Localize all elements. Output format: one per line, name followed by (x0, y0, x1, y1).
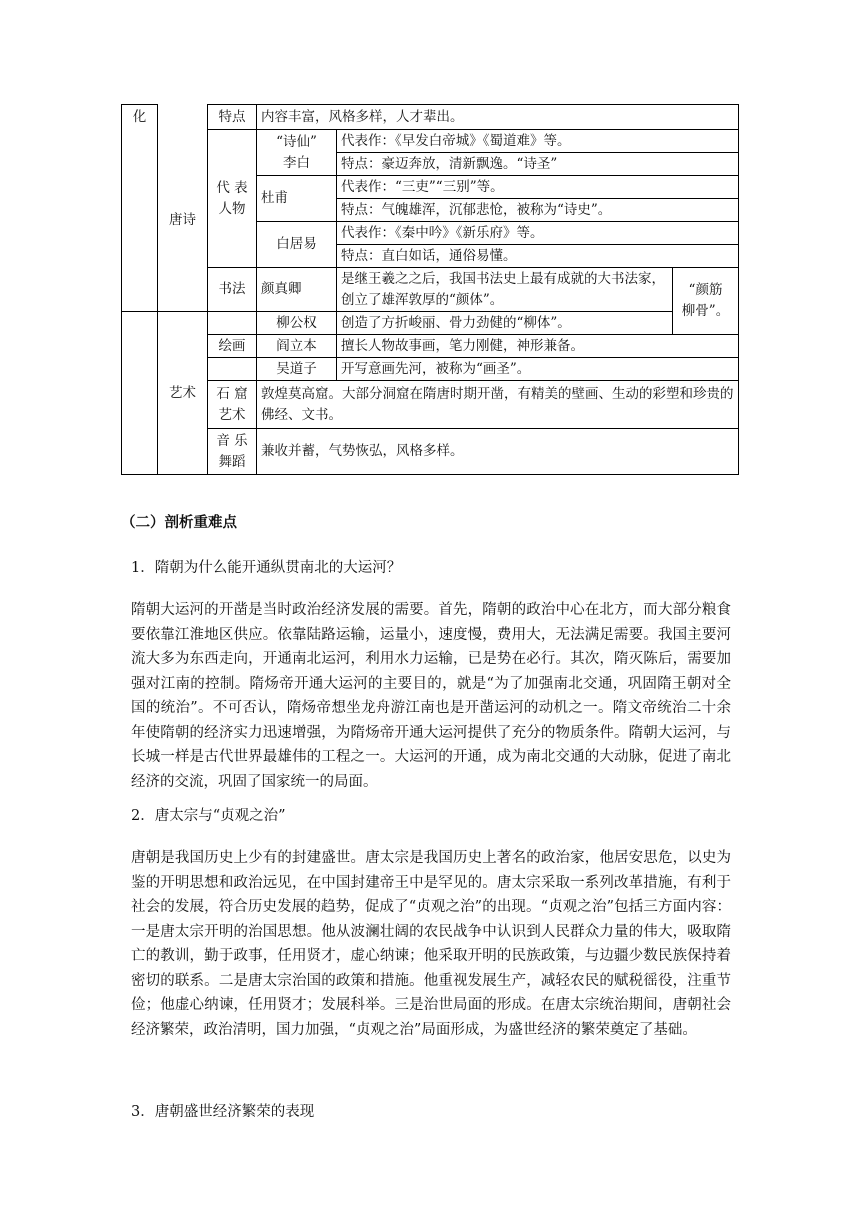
question-2-body: 唐朝是我国历史上少有的封建盛世。唐太宗是我国历史上著名的政治家，他居安思危，以史为鉴的开明思想和政治远见，在中国封建帝王中是罕见的。唐太宗采取一系列改革措施，有利于社会的发展，符合历史发展的趋势，促成了“贞观之治”的出现。“贞观之治”包括三方面内容：一是唐太宗开明的治国思想。他从波澜壮阔的农民战争中认识到人民群众力量的伟大，吸取隋亡的教训，勤于政事，任用贤才，虚心纳谏；他采取开明的民族政策，与边疆少数民族保持着密切的联系。二是唐太宗治国的政策和措施。他重视发展生产，减轻农民的赋税徭役，注重节俭；他虚心纳谏，任用贤才；发展科举。三是治世局面的形成。在唐太宗统治期间，唐朝社会经济繁荣，政治清明，国力加强，“贞观之治”局面形成，为盛世经济的繁荣奠定了基础。 (131, 850, 731, 1038)
section-heading: （二）剖析重难点 (121, 514, 237, 531)
baijuyi-works: 代表作：《秦中吟》《新乐府》等。 (337, 222, 739, 245)
wudaozi-name: 吴道子 (257, 358, 337, 381)
shufa-label: 书法 (208, 268, 257, 312)
yanzhenqing-name: 颜真卿 (257, 268, 337, 312)
representative-label: 代 表 人物 (208, 130, 257, 268)
empty-cell (208, 358, 257, 381)
category-cell: 化 (122, 105, 158, 312)
libai-name: “诗仙” 李白 (257, 130, 337, 176)
huihua-label: 绘画 (208, 335, 257, 358)
liugongquan-desc: 创造了方折峻丽、骨力劲健的“柳体”。 (337, 312, 673, 335)
feature-label: 特点 (208, 105, 257, 130)
empty-cell (208, 312, 257, 335)
dufu-name: 杜甫 (257, 176, 337, 222)
libai-works: 代表作：《早发白帝城》《蜀道难》等。 (337, 130, 739, 153)
baijuyi-trait: 特点：直白如话，通俗易懂。 (337, 245, 739, 268)
yinyue-desc: 兼收并蓄，气势恢弘，风格多样。 (257, 429, 739, 475)
empty-cell (158, 105, 208, 130)
wudaozi-desc: 开写意画先河，被称为“画圣”。 (337, 358, 739, 381)
art-label: 艺术 (158, 312, 208, 475)
dufu-works: 代表作：“三吏”“三别”等。 (337, 176, 739, 199)
libai-trait: 特点：豪迈奔放，清新飘逸。“诗圣” (337, 153, 739, 176)
yanliben-name: 阎立本 (257, 335, 337, 358)
shiku-label: 石 窟 艺术 (208, 381, 257, 429)
yanjin-liugu-note: “颜筋 柳骨”。 (673, 268, 739, 335)
category-cell-lower (122, 312, 158, 475)
yanliben-desc: 擅长人物故事画，笔力刚健，神形兼备。 (337, 335, 739, 358)
dufu-trait: 特点：气魄雄浑，沉郁悲怆，被称为“诗史”。 (337, 199, 739, 222)
tang-poetry-label: 唐诗 (158, 130, 208, 312)
question-2-title: 2．唐太宗与“贞观之治” (131, 808, 286, 824)
shiku-desc: 敦煌莫高窟。大部分洞窟在隋唐时期开凿，有精美的壁画、生动的彩塑和珍贵的佛经、文书。 (257, 381, 739, 429)
liugongquan-name: 柳公权 (257, 312, 337, 335)
baijuyi-name: 白居易 (257, 222, 337, 268)
feature-content: 内容丰富，风格多样，人才辈出。 (257, 105, 739, 130)
question-1-title: 1．隋朝为什么能开通纵贯南北的大运河？ (131, 560, 402, 576)
question-3-title: 3．唐朝盛世经济繁荣的表现 (131, 1104, 315, 1120)
yanzhenqing-desc: 是继王羲之之后，我国书法史上最有成就的大书法家，创立了雄浑敦厚的“颜体”。 (337, 268, 673, 312)
tang-culture-table (121, 104, 739, 475)
yinyue-label: 音 乐 舞蹈 (208, 429, 257, 475)
question-1-body: 隋朝大运河的开凿是当时政治经济发展的需要。首先，隋朝的政治中心在北方，而大部分粮食要依靠江淮地区供应。依靠陆路运输，运量小，速度慢，费用大，无法满足需要。我国主要河流大多为东西走向，开通南北运河，利用水力运输，已是势在必行。其次，隋灭陈后，需要加强对江南的控制。隋炀帝开通大运河的主要目的，就是“为了加强南北交通，巩固隋王朝对全国的统治”。不可否认，隋炀帝想坐龙舟游江南也是开凿运河的动机之一。隋文帝统治二十余年使隋朝的经济实力迅速增强，为隋炀帝开通大运河提供了充分的物质条件。隋朝大运河，与长城一样是古代世界最雄伟的工程之一。大运河的开通，成为南北交通的大动脉，促进了南北经济的交流，巩固了国家统一的局面。 (131, 602, 731, 790)
